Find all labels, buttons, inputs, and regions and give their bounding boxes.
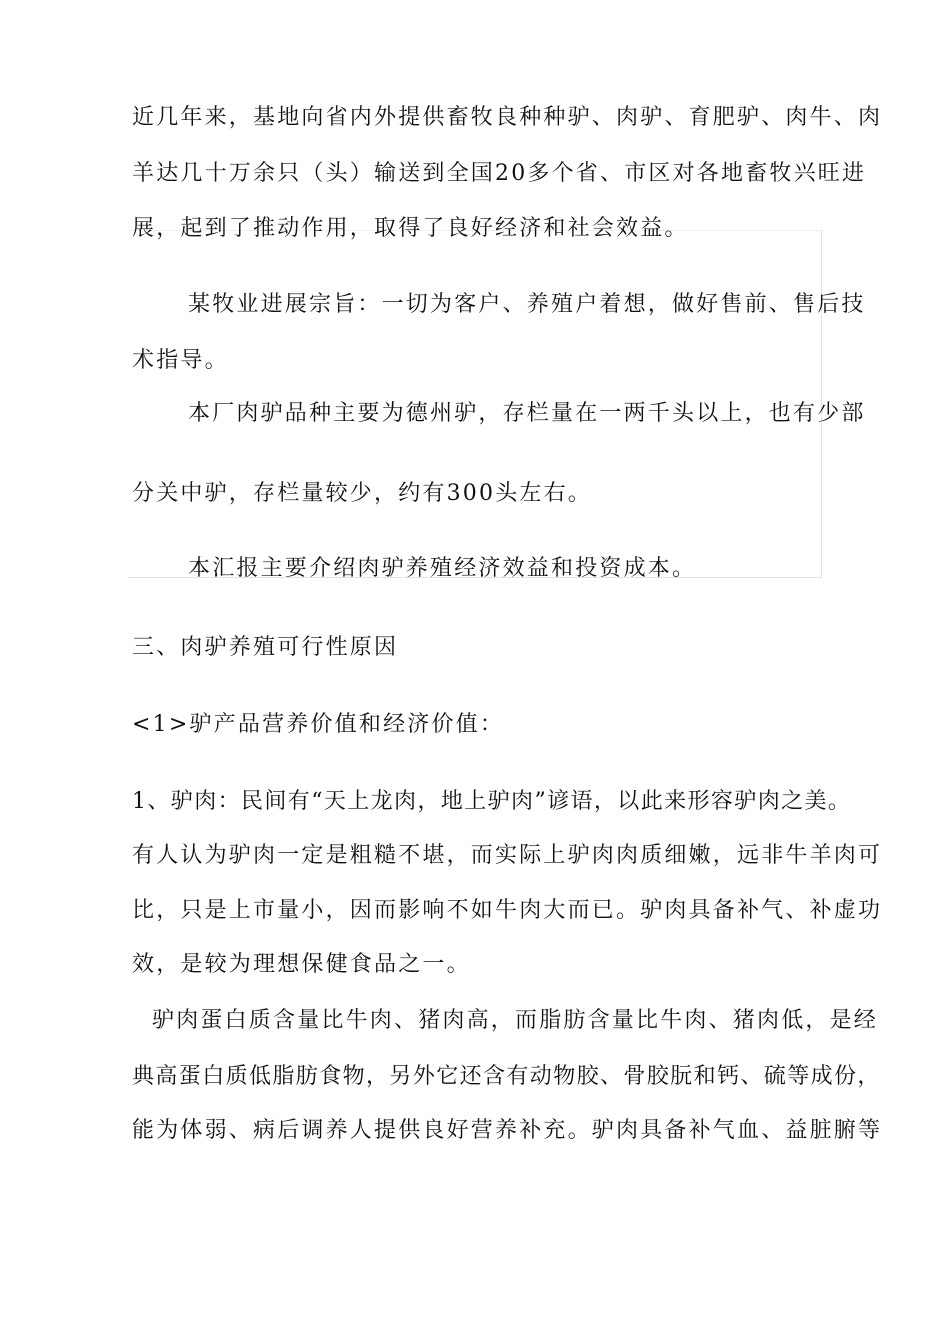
protein-line-1: 驴肉蛋白质含量比牛肉、猪肉高，而脂肪含量比牛肉、猪肉低，是经: [152, 1008, 879, 1033]
donkey-meat-line-4: 效，是较为理想保健食品之一。: [132, 952, 471, 977]
purpose-line-2: 术指导。: [132, 348, 229, 373]
breed-line-2: 分关中驴，存栏量较少，约有300头左右。: [132, 481, 592, 506]
section-heading: 三、肉驴养殖可行性原因: [132, 635, 399, 660]
protein-line-2: 典高蛋白质低脂肪食物，另外它还含有动物胶、骨胶朊和钙、硫等成份，: [132, 1064, 881, 1089]
intro-line-3: 展，起到了推动作用，取得了良好经济和社会效益。: [132, 216, 689, 241]
purpose-line-1: 某牧业进展宗旨：一切为客户、养殖户着想，做好售前、售后技: [188, 292, 866, 317]
intro-line-2: 羊达几十万余只（头）输送到全国20多个省、市区对各地畜牧兴旺进: [132, 161, 867, 186]
subheading: <1>驴产品营养价值和经济价值：: [132, 712, 505, 737]
intro-line-1: 近几年来，基地向省内外提供畜牧良种种驴、肉驴、育肥驴、肉牛、肉: [132, 105, 883, 130]
donkey-meat-line-3: 比，只是上市量小，因而影响不如牛肉大而已。驴肉具备补气、补虚功: [132, 898, 883, 923]
protein-line-3: 能为体弱、病后调养人提供良好营养补充。驴肉具备补气血、益脏腑等: [132, 1118, 883, 1143]
breed-line-1: 本厂肉驴品种主要为德州驴，存栏量在一两千头以上，也有少部: [188, 401, 866, 426]
donkey-meat-line-1: 1、驴肉：民间有“天上龙肉，地上驴肉”谚语，以此来形容驴肉之美。: [132, 789, 852, 814]
donkey-meat-line-2: 有人认为驴肉一定是粗糙不堪，而实际上驴肉肉质细嫩，远非牛羊肉可: [132, 843, 883, 868]
summary-line: 本汇报主要介绍肉驴养殖经济效益和投资成本。: [188, 556, 697, 581]
